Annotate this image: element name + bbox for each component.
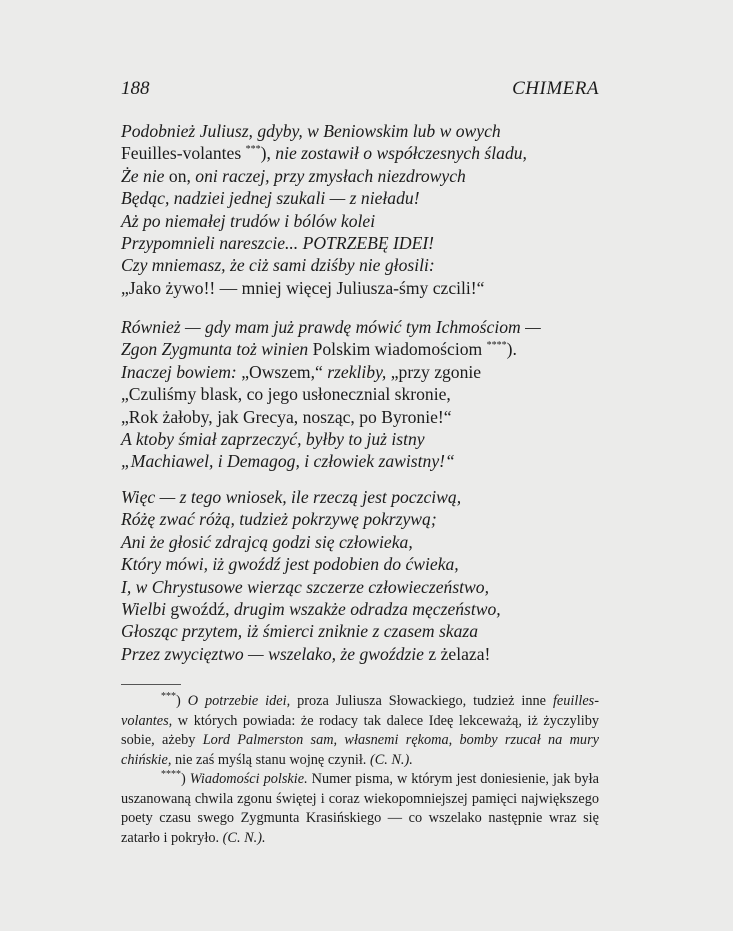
verse-line xyxy=(121,165,611,187)
verse-line xyxy=(121,598,611,620)
verse-line xyxy=(121,383,611,405)
text-run: Różę zwać różą, tudzież pokrzywę pokrzywą; xyxy=(121,509,437,530)
text-run: Zgon Zygmunta toż winien xyxy=(121,339,313,360)
text-run: Głosząc przytem, iż śmierci zniknie z czasem skaza xyxy=(121,621,479,642)
text-run: Który mówi, iż gwoźdź jest podobien do ćwieka, xyxy=(121,554,459,575)
verse-line xyxy=(121,338,611,360)
text-run: Czy mniemasz, że ciż sami dziśby nie głosili: xyxy=(121,255,435,276)
text-run: ). xyxy=(506,339,517,360)
verse-line xyxy=(121,277,611,299)
verse-line xyxy=(121,210,611,232)
text-run: Przypomnieli nareszcie... POTRZEBĘ IDEI! xyxy=(121,232,435,253)
text-run: (C. N.). xyxy=(369,751,413,768)
text-run: Że nie xyxy=(121,165,169,186)
text-run: „Rok żałoby, jak Grecya, nosząc, po Byronie!“ xyxy=(121,406,452,427)
verse-line xyxy=(121,620,611,642)
text-run: w których powiada: że rodacy tak dalece Ideę lekceważą, iż życzyliby sobie, ażeby xyxy=(121,712,599,748)
text-run: „Jako żywo!! — mniej więcej Juliusza-śmy czcili!“ xyxy=(121,277,485,298)
verse-line xyxy=(121,142,611,164)
text-run: ) xyxy=(176,693,188,709)
text-run: Lord Palmerston sam, własnemi rękoma, bomby rzucał na mury chińskie, xyxy=(121,732,599,768)
text-run: Również — gdy mam już prawdę mówić tym Ichmościom — xyxy=(121,317,541,337)
text-run: nie zostawił o współczesnych śladu, xyxy=(275,143,527,164)
text-run: (C. N.). xyxy=(222,829,266,846)
text-run: I, w Chrystusowe wierząc szczerze człowieczeństwo, xyxy=(121,576,489,597)
text-run: Feuilles-volantes xyxy=(121,143,246,164)
text-run: feuilles-volantes, xyxy=(121,693,599,729)
stanza-1 xyxy=(121,120,611,299)
text-run: oni raczej, przy zmysłach niezdrowych xyxy=(195,165,466,186)
text-run: „Machiawel, i Demagog, i człowiek zawistny!“ xyxy=(121,451,455,472)
verse-line xyxy=(121,316,611,338)
text-run: Ani że głosić zdrajcą godzi się człowieka, xyxy=(121,531,413,552)
footnote-1 xyxy=(121,692,599,770)
footnote-marker: *** xyxy=(245,144,261,156)
text-run: Przez zwycięztwo — wszelako, że gwoździe xyxy=(121,643,429,664)
text-run: nie zaś myślą stanu wojnę czynił. xyxy=(171,751,370,768)
text-run: ), xyxy=(260,143,276,164)
verse-line xyxy=(121,508,611,530)
stanza-3 xyxy=(121,486,611,665)
footnote-rule xyxy=(121,684,181,685)
text-run: proza Juliusza Słowackiego, tudzież inne xyxy=(290,693,553,709)
running-head xyxy=(121,78,599,102)
text-run: drugim wszakże odradza męczeństwo, xyxy=(233,598,501,619)
text-run: ) xyxy=(181,771,190,787)
text-run: Numer pisma, w którym jest doniesienie, jak była uszanowaną chwila zgonu świętej i coraz wiekopomniejszej pamięci największego poety czasu swego Zygmunta Krasińskiego — co wszelako następnie wraz się zatarło i pokryło. xyxy=(121,771,599,846)
footnote-marker: *** xyxy=(161,691,176,703)
verse-line xyxy=(121,553,611,575)
verse-line xyxy=(121,531,611,553)
text-run: Więc — z tego wniosek, ile rzeczą jest poczciwą, xyxy=(121,487,462,507)
text-run: A ktoby śmiał zaprzeczyć, byłby to już istny xyxy=(121,428,425,449)
text-run: Podobnież Juliusz, gdyby, w Beniowskim lub w owych xyxy=(121,121,501,141)
text-run: on, xyxy=(168,165,196,186)
verse-line xyxy=(121,187,611,209)
text-run: „przy zgonie xyxy=(390,361,482,382)
verse-line xyxy=(121,643,611,665)
verse-line xyxy=(121,361,611,383)
footnote-2 xyxy=(121,770,599,848)
verse-line xyxy=(121,576,611,598)
text-run: Będąc, nadziei jednej szukali — z nieładu! xyxy=(121,188,420,209)
verse-line xyxy=(121,428,611,450)
text-run: Inaczej bowiem: xyxy=(121,361,242,382)
verse-line xyxy=(121,232,611,254)
text-run: gwoźdź, xyxy=(170,598,234,619)
text-run: rzekliby, xyxy=(327,361,391,382)
verse-line xyxy=(121,486,611,508)
verse-line xyxy=(121,406,611,428)
running-title: CHIMERA xyxy=(512,78,599,99)
verse-line xyxy=(121,254,611,276)
text-run: Wielbi xyxy=(121,598,171,619)
text-run: z żelaza! xyxy=(428,643,491,664)
verse-line xyxy=(121,450,611,472)
footnote-marker: **** xyxy=(486,340,507,352)
verse-line xyxy=(121,120,611,142)
footnotes xyxy=(121,692,599,848)
stanza-2 xyxy=(121,316,611,473)
page-number: 188 xyxy=(121,78,150,99)
footnote-marker: **** xyxy=(161,769,181,781)
text-run: Aż po niemałej trudów i bólów kolei xyxy=(121,210,376,231)
text-run: Wiadomości polskie. xyxy=(189,771,308,787)
text-run: „Owszem,“ xyxy=(241,361,328,382)
text-run: Polskim wiadomościom xyxy=(312,339,487,360)
text-run: „Czuliśmy blask, co jego usłonecznial skronie, xyxy=(121,384,451,405)
text-run: O potrzebie idei, xyxy=(187,693,291,709)
